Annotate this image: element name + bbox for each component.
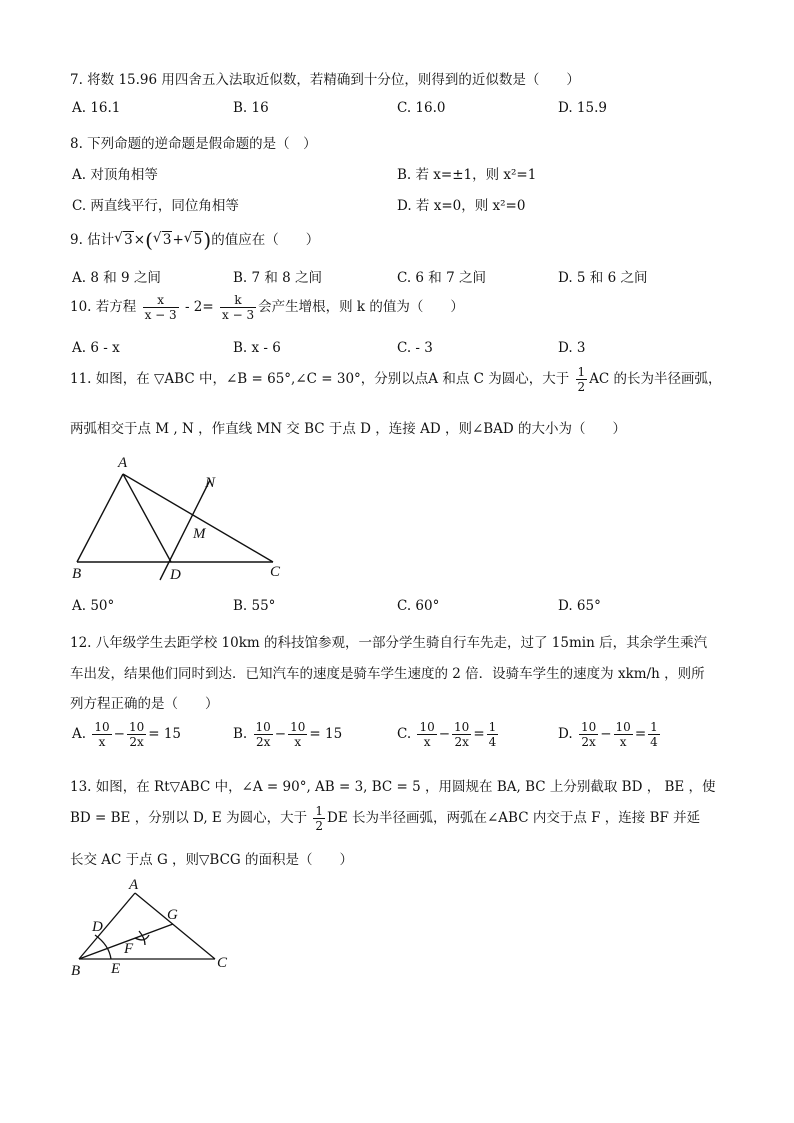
q9-sqrt-b: √ 3: [153, 232, 173, 248]
q10-option-c: C. - 3: [397, 340, 433, 356]
q9-left-paren: (: [145, 228, 153, 252]
q10-fraction-2: $\frac{k}{x - 3}$: [222, 293, 255, 322]
segment-ac: [123, 474, 273, 562]
q10-option-d: D. 3: [558, 340, 586, 356]
label-d: D: [92, 919, 103, 935]
label-e: E: [111, 961, 121, 977]
q7-option-a: A. 16.1: [72, 100, 121, 116]
q9-plus: +: [172, 232, 184, 248]
label-n: N: [205, 475, 216, 491]
q13-stem-line3: 长交 AC 于点 G ，则▽BCG 的面积是（ ）: [70, 852, 353, 868]
q12-stem-line3: 列方程正确的是（ ）: [70, 696, 219, 712]
q10-middle: - 2=: [184, 299, 214, 315]
q11-option-a: A. 50°: [72, 598, 115, 614]
q10-fraction-1: $\frac{x}{x - 3}$: [144, 293, 177, 322]
segment-ad: [123, 474, 171, 562]
q12-option-b: B. $\frac{10}{2x}$ − $\frac{10}{x}$ = 15: [233, 720, 343, 749]
segment-ac: [135, 893, 215, 959]
q12-option-d: D. $\frac{10}{2x}$ − $\frac{10}{x}$ = $\frac{1}{4}$: [558, 720, 658, 749]
arc-f-2: [139, 931, 145, 945]
label-a: A: [118, 455, 128, 471]
q11-figure: [60, 450, 300, 585]
q12-stem-line1: 12. 八年级学生去距学校 10km 的科技馆参观，一部分学生骑自行车先走，过了 15min 后，其余学生乘汽: [70, 635, 708, 651]
q13-figure: [65, 875, 245, 985]
q13-stem-line1: 13. 如图，在 Rt▽ABC 中，∠A = 90°, AB = 3, BC = 5 ，用圆规在 BA, BC 上分别截取 BD ， BE ，使: [70, 779, 716, 795]
q10-option-a: A. 6 - x: [72, 340, 120, 356]
q11-option-d: D. 65°: [558, 598, 601, 614]
q9-prefix: 9. 估计: [70, 232, 115, 248]
arc-de: [95, 935, 111, 959]
q8-stem: 8. 下列命题的逆命题是假命题的是（ ）: [70, 136, 317, 152]
label-c: C: [217, 955, 228, 971]
label-b: B: [72, 566, 82, 582]
q11-half-fraction: $\frac{1}{2}$: [577, 365, 586, 394]
q13-stem-b1: BD = BE ，分别以 D, E 为圆心，大于: [70, 810, 308, 826]
label-a: A: [129, 877, 139, 893]
q11-stem-a: 11. 如图，在 ▽ABC 中，∠B = 65°,∠C = 30°，分别以点A 和点 C 为圆心，大于: [70, 371, 570, 387]
label-g: G: [167, 907, 178, 923]
q9-option-d: D. 5 和 6 之间: [558, 270, 648, 286]
q9-suffix: 的值应在（ ）: [211, 232, 320, 248]
label-c: C: [270, 564, 281, 580]
q8-option-d: D. 若 x=0，则 x²=0: [397, 198, 526, 214]
q9-sqrt-a: √ 3: [114, 232, 134, 248]
q11-option-b: B. 55°: [233, 598, 276, 614]
q11-stem-b: AC 的长为半径画弧，: [589, 371, 722, 387]
q8-option-c: C. 两直线平行，同位角相等: [72, 198, 239, 214]
q9-option-a: A. 8 和 9 之间: [72, 270, 161, 286]
q8-option-b: B. 若 x=±1，则 x²=1: [397, 167, 537, 183]
q9-sqrt-c: √ 5: [184, 232, 204, 248]
q11-stem-line1: [70, 366, 722, 393]
label-b: B: [71, 963, 81, 979]
q10-suffix: 会产生增根，则 k 的值为（ ）: [258, 299, 464, 315]
q11-option-c: C. 60°: [397, 598, 440, 614]
q12-option-c: C. $\frac{10}{x}$ − $\frac{10}{2x}$ = $\frac{1}{4}$: [397, 720, 497, 749]
segment-ab: [77, 474, 123, 562]
q8-option-a: A. 对顶角相等: [72, 167, 158, 183]
label-m: M: [193, 526, 206, 542]
q10-option-b: B. x - 6: [233, 340, 281, 356]
q10-prefix: 10. 若方程: [70, 299, 137, 315]
q7-stem: 7. 将数 15.96 用四舍五入法取近似数，若精确到十分位，则得到的近似数是（ ）: [70, 72, 580, 88]
q13-half-fraction: $\frac{1}{2}$: [315, 804, 324, 833]
q9-times: ×: [133, 232, 146, 248]
q12-stem-line2: 车出发，结果他们同时到达．已知汽车的速度是骑车学生速度的 2 倍．设骑车学生的速度为 xkm/h ，则所: [70, 666, 705, 682]
q10-stem: [70, 294, 464, 321]
q9-option-b: B. 7 和 8 之间: [233, 270, 323, 286]
q7-option-d: D. 15.9: [558, 100, 607, 116]
q9-right-paren: ): [203, 228, 212, 252]
q13-stem-line2: [70, 805, 700, 832]
label-d: D: [170, 567, 181, 583]
q9-stem: [70, 228, 319, 252]
q12-option-a: A. $\frac{10}{x}$ − $\frac{10}{2x}$ = 15: [72, 720, 181, 749]
q11-stem-line2: 两弧相交于点 M , N ，作直线 MN 交 BC 于点 D ，连接 AD ，则∠BAD 的大小为（ ）: [70, 421, 627, 437]
q7-option-c: C. 16.0: [397, 100, 446, 116]
label-f: F: [124, 941, 134, 957]
q13-stem-b2: DE 长为半径画弧，两弧在∠ABC 内交于点 F ，连接 BF 并延: [327, 810, 701, 826]
q7-option-b: B. 16: [233, 100, 269, 116]
q9-option-c: C. 6 和 7 之间: [397, 270, 486, 286]
